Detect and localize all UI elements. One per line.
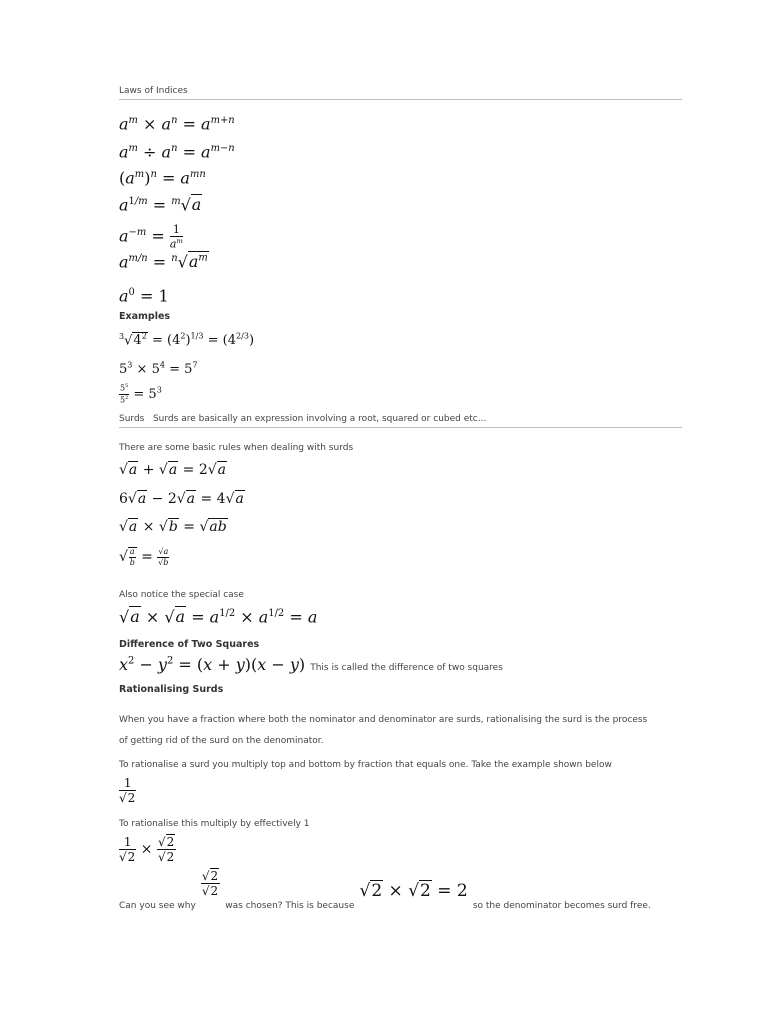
multiply-by-one-formula: $\frac{1}{√2}$ × $\frac{√2}{√2}$ (119, 835, 175, 864)
surds-intro: There are some basic rules when dealing with surds (119, 443, 354, 453)
surd-rule-multiply: √a × √b = √ab (119, 519, 227, 535)
rationalising-paragraph-3: To rationalise this multiply by effectively 1 (119, 819, 310, 829)
surds-header (119, 414, 682, 428)
formula-power-rule: $(a^m)^n = a^{mn}$ (119, 168, 206, 188)
closing-text-a: Can you see why (119, 901, 196, 911)
formula-product-rule: $a^m \times a^n = a^{m+n}$ (119, 114, 235, 134)
rationalising-paragraph-2: To rationalise a surd you multiply top and bottom by fraction that equals one. Take the example shown below (119, 760, 612, 770)
difference-of-squares-title: Difference of Two Squares (119, 639, 260, 650)
special-case-text: Also notice the special case (119, 590, 244, 600)
example-quotient: $\frac{5^5}{5^2}$ = $5^3$ (120, 383, 162, 405)
special-case-formula: $√a \times √a = a^{1/2} \times a^{1/2} = a$ (119, 607, 318, 627)
example-fraction: $\frac{1}{√2}$ (119, 776, 136, 805)
closing-text-c: so the denominator becomes surd free. (472, 901, 651, 911)
closing-row (119, 869, 651, 911)
difference-of-squares-note: This is called the difference of two squares (310, 663, 503, 673)
formula-quotient-rule: $a^m \div a^n = a^{m-n}$ (119, 142, 235, 162)
root-two-product: √2 × √2 = 2 (359, 881, 468, 901)
surds-description: Surds are basically an expression involving a root, squared or cubed etc... (152, 414, 487, 424)
closing-text-b: was chosen? This is because (225, 901, 355, 911)
formula-rational-index: $a^{m/n} = ^n√a^m$ (119, 252, 208, 272)
surd-rule-divide: √ $\frac{a}{b}$ = $\frac{√a}{√b}$ (119, 546, 169, 567)
examples-title: Examples (119, 311, 171, 322)
formula-zero-index: $a^0 = 1$ (119, 286, 169, 306)
rationalising-paragraph-1: When you have a fraction where both the nominator and denominator are surds, rationalising the surd is the process of getting rid of the surd on the denominator. (119, 715, 648, 746)
surd-rule-add: √a + √a = 2√a (119, 462, 227, 478)
example-root-index: $^3√4^2 = (4^2)^{1/3} = (4^{2/3})$ (119, 332, 255, 349)
difference-of-squares-row (119, 655, 503, 674)
rationalising-title: Rationalising Surds (119, 684, 224, 695)
chosen-fraction: $\frac{√2}{√2}$ (201, 869, 219, 898)
example-product: $5^3 \times 5^4 = 5^7$ (119, 361, 198, 378)
formula-fractional-index: $a^{1/m} = ^m√a$ (119, 195, 202, 215)
surd-rule-subtract: 6√a − 2√a = 4√a (119, 491, 244, 507)
difference-of-squares-formula: $x^2 - y^2 = (x + y)(x - y)$ (119, 655, 306, 674)
surds-label: Surds (119, 414, 145, 424)
formula-negative-index: $a^{-m}$ = $\frac{1}{a^m}$ (119, 223, 183, 251)
indices-title: Laws of Indices (119, 86, 682, 100)
